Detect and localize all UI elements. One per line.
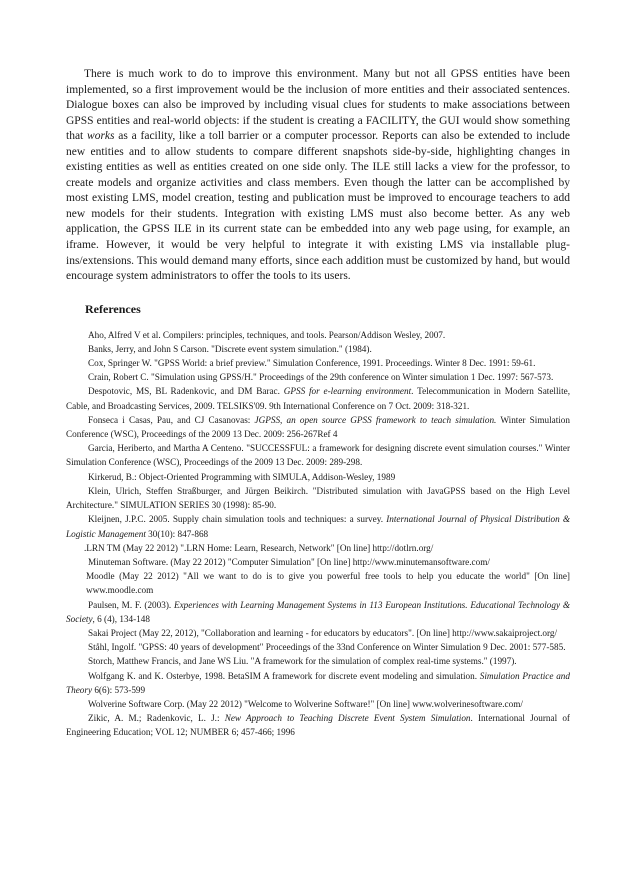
document-page <box>66 67 570 740</box>
reference-text: , 6 (4), 134-148 <box>92 613 150 624</box>
reference-list <box>66 328 570 740</box>
reference-item <box>66 342 570 356</box>
reference-text: Minuteman Software. (May 22 2012) "Computer Simulation" [On line] http://www.minutemansoftware.com/ <box>88 556 490 567</box>
reference-item <box>66 640 570 654</box>
reference-item <box>66 512 570 540</box>
reference-item <box>66 669 570 697</box>
reference-text: Zikic, A. M.; Radenkovic, L. J.: <box>88 713 225 724</box>
reference-text: Winter Simulation Conference (WSC), Proceedings of the 2009 13 Dec. 2009: 256-267Ref 4 <box>66 414 570 440</box>
reference-text: 6(6): 573-599 <box>92 684 146 695</box>
reference-text: Garcia, Heriberto, and Martha A Centeno. "SUCCESSFUL: a framework for designing discrete event simulation courses." Winter Simulation Conference (WSC), Proceedings of the 2009 13 Dec. 2009: 289-298. <box>66 443 570 468</box>
reference-item <box>66 370 570 384</box>
reference-text: Aho, Alfred V et al. Compilers: principles, techniques, and tools. Pearson/Addison Wesley, 2007. <box>88 329 446 340</box>
reference-text: Crain, Robert C. "Simulation using GPSS/H." Proceedings of the 29th conference on Winter simulation 1 Dec. 1997: 567-573. <box>88 372 554 383</box>
reference-item <box>66 654 570 668</box>
reference-text: Sakai Project (May 22, 2012), "Collaboration and learning - for educators by educators". [On line] http://www.sakaiproject.org/ <box>88 627 558 638</box>
body-text-part: as a facility, like a toll barrier or a computer processor. Reports can also be extended to include new entities and to allow students to compare different snapshots side-by-side, highlighting changes in existing entities as well as entities created on one side only. The ILE still lacks a view for the professor, to create models and organize activities and class members. Even though the latter can be accomplished by most existing LMS, model creation, testing and publication must be improved to encourage teachers to add new models for their students. Integration with existing LMS must also become better. As any web application, the GPSS ILE in its current state can be embedded into any web page using, for example, an iframe. However, it would be very helpful to integrate it with existing LMS via installable plug-ins/extensions. This would demand many efforts, since each addition must be customized by hand, but would encourage system administrators to offer the tools to its users. <box>66 130 571 283</box>
reference-item <box>66 384 570 412</box>
reference-item <box>66 356 570 370</box>
reference-item <box>66 569 570 597</box>
reference-item <box>66 598 570 626</box>
reference-title: GPSS for e-learning environment <box>283 386 412 397</box>
reference-text: 30(10): 847-868 <box>145 528 209 539</box>
reference-text: Despotovic, MS, BL Radenkovic, and DM Barac. <box>88 386 284 397</box>
reference-text: Fonseca i Casas, Pau, and CJ Casanovas: <box>88 414 255 425</box>
reference-title: New Approach to Teaching Discrete Event System Simulation <box>224 713 471 724</box>
reference-item <box>66 413 570 441</box>
reference-item <box>66 697 570 711</box>
reference-text: Moodle (May 22 2012) "All we want to do is to give you powerful free tools to help you educate the world" [On line] www.moodle.com <box>86 571 570 596</box>
reference-title: Simulation Practice and Theory <box>66 670 570 695</box>
reference-text: Banks, Jerry, and John S Carson. "Discrete event system simulation." (1984). <box>88 343 372 354</box>
reference-title: International Journal of Physical Distribution & Logistic Management <box>66 514 571 539</box>
references-heading: References <box>85 301 141 316</box>
reference-text: Klein, Ulrich, Steffen Straßburger, and Jürgen Beikirch. "Distributed simulation with JavaGPSS based on the High Level Architecture." SIMULATION SERIES 30 (1998): 85-90. <box>66 485 570 511</box>
reference-item <box>66 328 570 342</box>
reference-text: Kirkerud, B.: Object-Oriented Programming with SIMULA, Addison-Wesley, 1989 <box>88 471 396 482</box>
reference-text: Paulsen, M. F. (2003). <box>88 599 174 610</box>
reference-item <box>66 626 570 640</box>
reference-text: Kleijnen, J.P.C. 2005. Supply chain simulation tools and techniques: a survey. <box>88 514 387 525</box>
reference-text: . International Journal of Engineering Education; VOL 12; NUMBER 6; 457-466; 1996 <box>66 713 570 738</box>
reference-text: Wolverine Software Corp. (May 22 2012) "Welcome to Wolverine Software!" [On line] www.wolverinesoftware.com/ <box>88 698 523 709</box>
reference-title: Experiences with Learning Management Systems in 113 European Institutions. Educational Technology & Society <box>66 599 570 624</box>
reference-item <box>66 555 570 569</box>
reference-text: Ståhl, Ingolf. "GPSS: 40 years of development" Proceedings of the 33nd Conference on Winter Simulation 9 Dec. 2001: 577-585. <box>88 642 566 653</box>
reference-title: JGPSS, an open source GPSS framework to teach simulation. <box>254 414 497 425</box>
reference-item <box>66 470 570 484</box>
reference-text: . Telecommunication in Modern Satellite, Cable, and Broadcasting Services, 2009. TELSIKS'09. 9th International Conference on 7 Oct. 2009: 318-321. <box>66 386 570 411</box>
reference-text: Wolfgang K. and K. Osterbye, 1998. BetaSIM A framework for discrete event modeling and simulation. <box>88 670 480 681</box>
reference-item <box>66 711 570 739</box>
reference-item <box>66 441 570 469</box>
reference-item <box>66 541 570 555</box>
reference-text: .LRN TM (May 22 2012) ".LRN Home: Learn, Research, Network" [On line] http://dotlrn.org/ <box>84 542 434 553</box>
reference-text: Storch, Matthew Francis, and Jane WS Liu. "A framework for the simulation of complex real-time systems." (1997). <box>88 656 517 667</box>
reference-item <box>66 484 570 512</box>
body-paragraph <box>66 67 570 285</box>
body-text-part: There is much work to do to improve this environment. Many but not all GPSS entities have been implemented, so a first improvement would be the inclusion of more entities and their associated sentences. Dialogue boxes can also be improved by including visual clues for students to make associations between GPSS entities and real-world objects: if the student is creating a FACILITY, the GUI would show something that <box>66 68 570 143</box>
reference-text: Cox, Springer W. "GPSS World: a brief preview." Simulation Conference, 1991. Proceedings. Winter 8 Dec. 1991: 59-61. <box>88 358 536 369</box>
body-text-emphasis: works <box>87 130 115 143</box>
